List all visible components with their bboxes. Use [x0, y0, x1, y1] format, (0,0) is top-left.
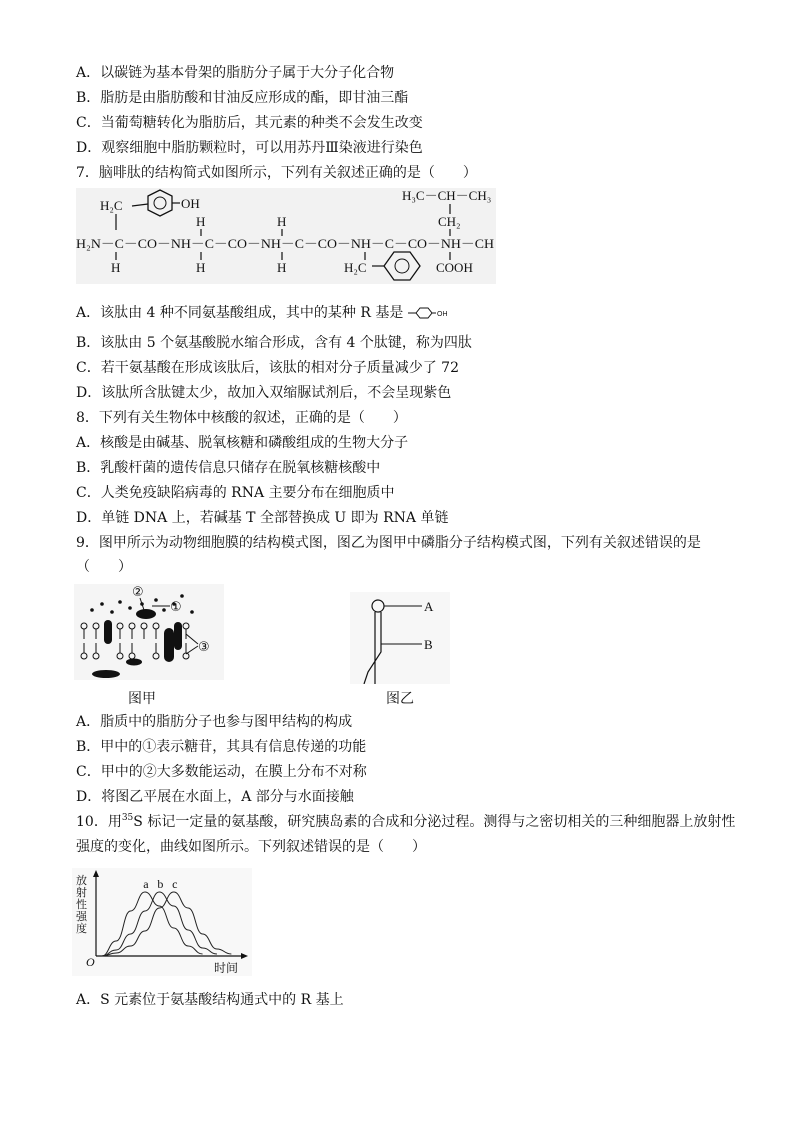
formula-h-bottom-2: H: [196, 260, 206, 275]
formula-h-top-2: H: [277, 214, 287, 229]
membrane-protein: [174, 622, 182, 650]
q9-option-d: D．将图乙平展在水面上，A 部分与水面接触: [76, 789, 354, 805]
fig-jia-caption: 图甲: [128, 691, 156, 707]
series-label-c: c: [172, 877, 178, 891]
q9-option-c: C．甲中的②大多数能运动，在膜上分布不对称: [76, 764, 367, 780]
q6-option-d: D．观察细胞中脂肪颗粒时，可以用苏丹Ⅲ染液进行染色: [76, 140, 423, 156]
y-axis-label-char: 射: [76, 887, 87, 899]
q8-option-c: C．人类免疫缺陷病毒的 RNA 主要分布在细胞质中: [76, 485, 395, 501]
q7-option-d: D．该肽所含肽键太少，故加入双缩脲试剂后，不会呈现紫色: [76, 385, 452, 401]
enkephalin-formula: [76, 188, 496, 284]
formula-h-bottom-1: H: [111, 260, 121, 275]
y-axis-label-group: [76, 874, 88, 935]
y-axis-label-char: 性: [76, 899, 87, 911]
formula-h-top-1: H: [196, 214, 206, 229]
radioactivity-chart: [72, 868, 252, 976]
q10-sup: 35: [121, 813, 134, 823]
q10-stem-line2: 强度的变化，曲线如图所示。下列叙述错误的是（ ）: [76, 839, 426, 855]
series-label-a: a: [143, 877, 149, 891]
y-axis-label-char: 强: [76, 911, 87, 923]
q7-option-c: C．若干氨基酸在形成该肽后，该肽的相对分子质量减少了 72: [76, 360, 459, 376]
label-3: ③: [198, 640, 210, 655]
q10-stem-post: S 标记一定量的氨基酸，研究胰岛素的合成和分泌过程。测得与之密切相关的三种细胞器上放射性: [133, 814, 736, 830]
membrane-protein: [164, 628, 174, 662]
formula-oh: OH: [181, 196, 200, 211]
x-axis-label: 时间: [214, 961, 239, 975]
q10-stem-line1: [76, 812, 735, 832]
series-label-b: b: [157, 877, 164, 891]
q9-stem: 9．图甲所示为动物细胞膜的结构模式图，图乙为图甲中磷脂分子结构模式图，下列有关叙述错误的是: [76, 535, 701, 551]
phenol-oh-label: OH: [436, 311, 448, 318]
q9-paren: （ ）: [76, 559, 132, 575]
label-b: B: [424, 637, 433, 652]
q8-option-b: B．乳酸杆菌的遗传信息只储存在脱氧核糖核酸中: [76, 460, 381, 476]
q9-option-b: B．甲中的①表示糖苷，其具有信息传递的功能: [76, 739, 367, 755]
formula-ch2-left-top: H₂C: [100, 198, 123, 213]
q10-stem-pre: 10．用: [76, 814, 122, 830]
glycoprotein: [136, 609, 156, 619]
formula-h-bottom-3: H: [277, 260, 287, 275]
phospholipid-diagram: [350, 592, 450, 684]
q8-option-d: D．单链 DNA 上，若碱基 T 全部替换成 U 即为 RNA 单链: [76, 510, 449, 526]
y-axis-label-char: 放: [76, 875, 87, 887]
q6-option-a: A．以碳链为基本骨架的脂肪分子属于大分子化合物: [76, 65, 395, 81]
label-a: A: [424, 599, 434, 614]
q7-option-a: A．该肽由 4 种不同氨基酸组成，其中的某种 R 基是: [76, 305, 404, 321]
formula-backbone: H₂N－C－CO－NH－C－CO－NH－C－CO－NH－C－CO－NH－CH: [76, 236, 494, 251]
q6-option-b: B．脂肪是由脂肪酸和甘油反应形成的酯，即甘油三酯: [76, 90, 409, 106]
label-1: ①: [170, 600, 182, 615]
formula-cooh: COOH: [436, 260, 473, 275]
formula-h2c-bottom: H₂C: [344, 260, 367, 275]
q7-stem: 7．脑啡肽的结构简式如图所示，下列有关叙述正确的是（ ）: [76, 165, 477, 181]
q8-option-a: A．核酸是由碱基、脱氧核糖和磷酸组成的生物大分子: [76, 435, 409, 451]
formula-isobutyl: H₃C－CH－CH₃: [402, 188, 492, 203]
q7-option-a-row: [76, 303, 452, 323]
membrane-protein: [104, 620, 112, 644]
q6-option-c: C．当葡萄糖转化为脂肪后，其元素的种类不会发生改变: [76, 115, 423, 131]
q7-option-b: B．该肽由 5 个氨基酸脱水缩合形成，含有 4 个肽键，称为四肽: [76, 335, 472, 351]
q9-option-a: A．脂质中的脂肪分子也参与图甲结构的构成: [76, 714, 353, 730]
y-axis-label-char: 度: [76, 923, 87, 935]
cell-membrane-diagram: [74, 584, 224, 680]
label-2: ②: [132, 585, 144, 600]
origin-label: O: [86, 955, 95, 969]
fig-yi-caption: 图乙: [386, 691, 414, 707]
q10-option-a: A．S 元素位于氨基酸结构通式中的 R 基上: [76, 992, 344, 1008]
formula-ch2-right: CH₂: [438, 214, 461, 229]
q8-stem: 8．下列有关生物体中核酸的叙述，正确的是（ ）: [76, 410, 407, 426]
phenol-r-group-icon: [408, 306, 452, 320]
